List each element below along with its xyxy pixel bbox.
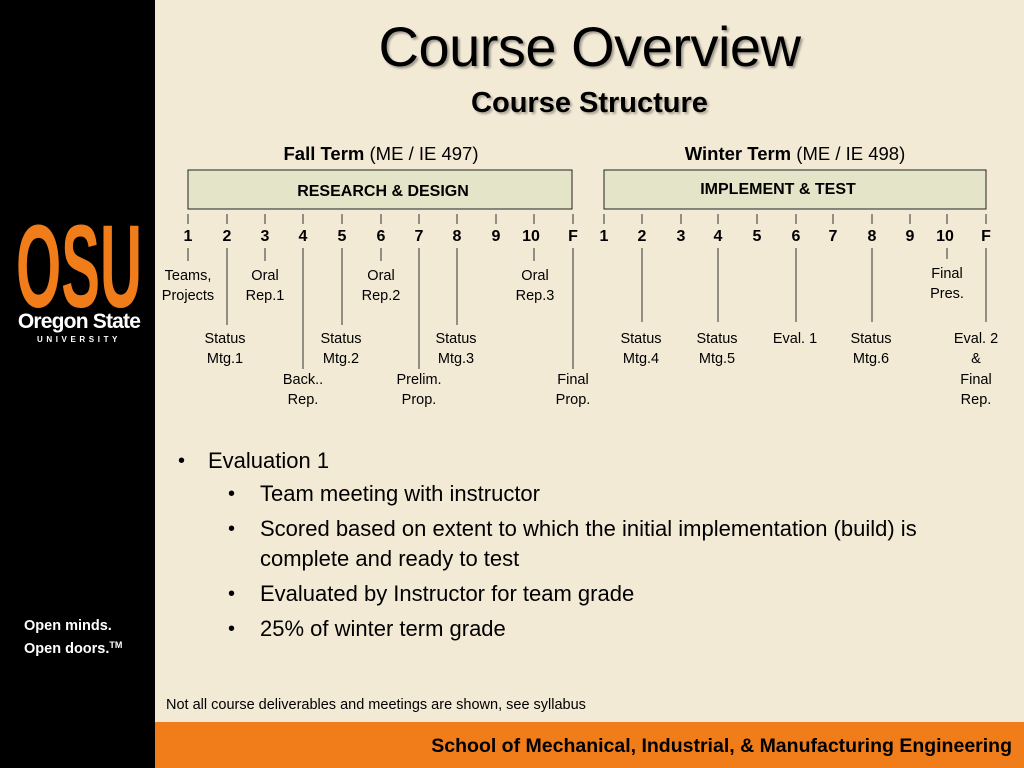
winter-week-5: 5 xyxy=(752,228,762,245)
bullet-marker: • xyxy=(228,618,236,640)
winter-week-1: 1 xyxy=(599,228,609,245)
winter-week-ticks xyxy=(604,214,986,224)
bullet-marker: • xyxy=(228,483,236,505)
logo-name: Oregon State xyxy=(17,310,141,333)
milestone-labels xyxy=(162,266,998,408)
bullet-marker: • xyxy=(228,518,236,540)
fall-week-1: 1 xyxy=(183,228,193,245)
winter-week-4: 4 xyxy=(713,228,723,245)
bullet-text: 25% of winter term grade xyxy=(260,616,506,641)
milestone-status-mtg-6: Status Mtg.6 xyxy=(850,331,892,367)
milestone-status-mtg-4: Status Mtg.4 xyxy=(620,331,662,367)
bullet-text: Evaluation 1 xyxy=(208,448,330,473)
milestone-status-mtg-5: Status Mtg.5 xyxy=(696,331,738,367)
winter-week-10: 10 xyxy=(936,228,954,245)
fall-term-name: Fall Term xyxy=(283,143,365,164)
sub-bullet-item xyxy=(176,579,1006,609)
logo-university: UNIVERSITY xyxy=(36,335,121,344)
logo-letters: OSU xyxy=(16,207,142,311)
sub-bullet-item xyxy=(176,479,1006,509)
slide-subtitle: Course Structure xyxy=(471,87,708,119)
milestone-final-pres: Final Pres. xyxy=(930,266,964,302)
fall-term-heading xyxy=(284,143,479,164)
fall-week-7: 7 xyxy=(414,228,424,245)
milestone-back-rep: Back.. Rep. xyxy=(282,372,324,408)
fall-week-6: 6 xyxy=(376,228,386,245)
winter-week-3: 3 xyxy=(676,228,686,245)
sub-bullet-item xyxy=(176,514,1006,574)
fall-week-10: 10 xyxy=(522,228,540,245)
fall-week-5: 5 xyxy=(337,228,347,245)
winter-week-2: 2 xyxy=(637,228,647,245)
milestone-status-mtg-2: Status Mtg.2 xyxy=(320,331,362,367)
winter-week-final: F xyxy=(981,228,991,245)
tagline-line1: Open minds. xyxy=(24,618,112,634)
milestone-eval-2: Eval. 2 & xyxy=(953,331,999,367)
milestone-eval-1: Eval. 1 xyxy=(772,331,818,347)
winter-week-9: 9 xyxy=(905,228,915,245)
fall-week-4: 4 xyxy=(298,228,308,245)
fall-week-3: 3 xyxy=(260,228,270,245)
bullet-text: Scored based on extent to which the initial implementation (build) is complete and ready to test xyxy=(260,516,917,571)
winter-term-heading xyxy=(685,143,906,164)
fall-week-2: 2 xyxy=(222,228,232,245)
winter-week-8: 8 xyxy=(867,228,877,245)
tagline xyxy=(24,617,149,659)
bullet-marker: • xyxy=(178,450,186,472)
trademark: TM xyxy=(109,640,123,650)
winter-week-labels xyxy=(600,228,992,245)
bullet-text: Evaluated by Instructor for team grade xyxy=(260,581,635,606)
milestone-prelim-prop: Prelim. Prop. xyxy=(396,372,442,408)
footer-school-name: School of Mechanical, Industrial, & Manufacturing Engineering xyxy=(431,735,1012,757)
milestone-final-prop: Final Prop. xyxy=(555,372,591,408)
sub-bullet-item xyxy=(176,614,1006,644)
milestone-status-mtg-3: Status Mtg.3 xyxy=(435,331,477,367)
fall-week-9: 9 xyxy=(491,228,501,245)
winter-term-course: (ME / IE 498) xyxy=(796,143,906,164)
milestone-status-mtg-1: Status Mtg.1 xyxy=(204,331,246,367)
milestone-oral-rep-3: Oral Rep.3 xyxy=(515,268,555,304)
fall-term-course: (ME / IE 497) xyxy=(369,143,479,164)
tagline-line2: Open doors.™ xyxy=(24,640,123,657)
footnote: Not all course deliverables and meetings are shown, see syllabus xyxy=(166,697,586,713)
footer-bar xyxy=(155,722,1024,768)
winter-term-name: Winter Term xyxy=(684,143,792,164)
fall-week-ticks xyxy=(188,214,573,224)
milestone-teams-projects: Teams, Projects xyxy=(161,268,215,304)
fall-week-final: F xyxy=(568,228,578,245)
milestone-final-rep: Final Rep. xyxy=(960,372,992,408)
fall-week-8: 8 xyxy=(452,228,462,245)
bullet-list xyxy=(176,446,1006,649)
milestone-oral-rep-1: Oral Rep.1 xyxy=(245,268,285,304)
winter-phase-label: IMPLEMENT & TEST xyxy=(700,181,856,198)
milestone-oral-rep-2: Oral Rep.2 xyxy=(361,268,401,304)
fall-week-labels xyxy=(184,228,579,245)
winter-week-7: 7 xyxy=(828,228,838,245)
fall-phase-label: RESEARCH & DESIGN xyxy=(297,183,469,200)
bullet-marker: • xyxy=(228,583,236,605)
slide-title: Course Overview xyxy=(378,15,801,78)
winter-week-6: 6 xyxy=(791,228,801,245)
bullet-text: Team meeting with instructor xyxy=(260,481,540,506)
bullet-item xyxy=(176,446,1006,476)
